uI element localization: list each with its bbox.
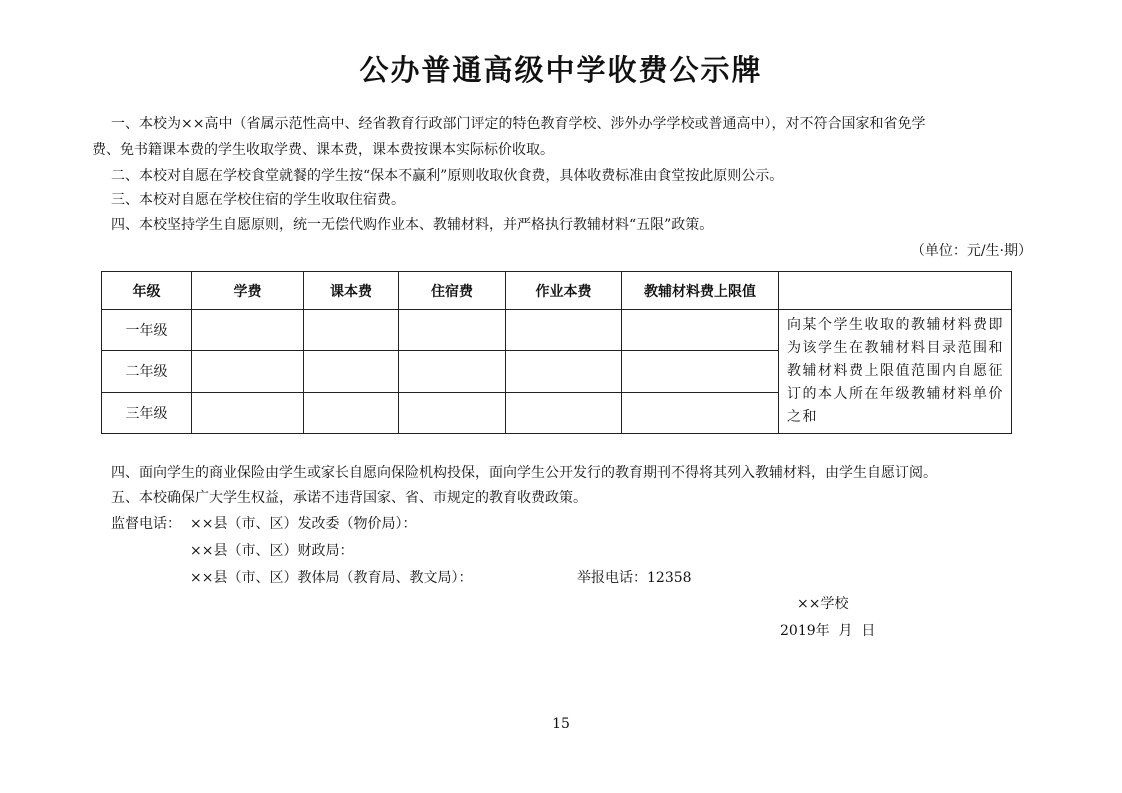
- tuition-cell: [192, 310, 304, 351]
- tuition-cell: [192, 392, 304, 433]
- supervision-label: 监督电话：: [111, 516, 181, 532]
- aux-material-note: 向某个学生收取的教辅材料费即为该学生在教辅材料目录范围和教辅材料费上限值范围内自愿征订的本人所在年级教辅材料单价之和: [779, 310, 1012, 434]
- intro-paragraph-2: 二、本校对自愿在学校食堂就餐的学生按“保本不赢利”原则收取伙食费，具体收费标准由食堂按此原则公示。: [111, 168, 784, 184]
- aux-cap-cell: [622, 310, 779, 351]
- header-lodging-fee: 住宿费: [399, 272, 506, 310]
- supervision-dept-1: ××县（市、区）发改委（物价局）：: [190, 516, 417, 532]
- table-header-row: [102, 272, 1012, 310]
- grade-cell: 三年级: [102, 392, 192, 433]
- aux-cap-cell: [622, 392, 779, 433]
- intro-paragraph-3: 三、本校对自愿在学校住宿的学生收取住宿费。: [111, 192, 405, 208]
- fee-table: [101, 271, 1012, 434]
- intro-paragraph-1-line-1: 一、本校为××高中（省属示范性高中、经省教育行政部门评定的特色教育学校、涉外办学学校或普通高中），对不符合国家和省免学: [111, 116, 926, 132]
- workbook-fee-cell: [506, 310, 622, 351]
- footer-paragraph-5: 五、本校确保广大学生权益，承诺不违背国家、省、市规定的教育收费政策。: [111, 490, 587, 506]
- header-grade: 年级: [102, 272, 192, 310]
- lodging-fee-cell: [399, 392, 506, 433]
- header-note: [779, 272, 1012, 310]
- grade-cell: 二年级: [102, 351, 192, 392]
- unit-label: （单位：元/生·期）: [910, 243, 1032, 259]
- intro-paragraph-1-line-2: 费、免书籍课本费的学生收取学费、课本费，课本费按课本实际标价收取。: [92, 142, 554, 158]
- workbook-fee-cell: [506, 351, 622, 392]
- supervision-dept-2: ××县（市、区）财政局：: [190, 543, 354, 559]
- lodging-fee-cell: [399, 310, 506, 351]
- header-tuition: 学费: [192, 272, 304, 310]
- supervision-dept-3: ××县（市、区）教体局（教育局、教文局）：: [190, 570, 473, 586]
- header-aux-material-cap: 教辅材料费上限值: [622, 272, 779, 310]
- lodging-fee-cell: [399, 351, 506, 392]
- signature-date: 2019年 月 日: [780, 623, 876, 639]
- footer-paragraph-4: 四、面向学生的商业保险由学生或家长自愿向保险机构投保，面向学生公开发行的教育期刊不得将其列入教辅材料，由学生自愿订阅。: [111, 465, 937, 481]
- school-signature: ××学校: [797, 596, 849, 612]
- tuition-cell: [192, 351, 304, 392]
- intro-paragraph-4: 四、本校坚持学生自愿原则，统一无偿代购作业本、教辅材料，并严格执行教辅材料“五限”政策。: [111, 217, 714, 233]
- header-workbook-fee: 作业本费: [506, 272, 622, 310]
- textbook-fee-cell: [304, 351, 399, 392]
- page-number: 15: [552, 716, 570, 732]
- report-hotline: 举报电话：12358: [577, 570, 692, 586]
- textbook-fee-cell: [304, 310, 399, 351]
- page-title: 公办普通高级中学收费公示牌: [359, 53, 763, 87]
- grade-cell: 一年级: [102, 310, 192, 351]
- aux-cap-cell: [622, 351, 779, 392]
- workbook-fee-cell: [506, 392, 622, 433]
- table-row: [102, 310, 1012, 351]
- header-textbook-fee: 课本费: [304, 272, 399, 310]
- textbook-fee-cell: [304, 392, 399, 433]
